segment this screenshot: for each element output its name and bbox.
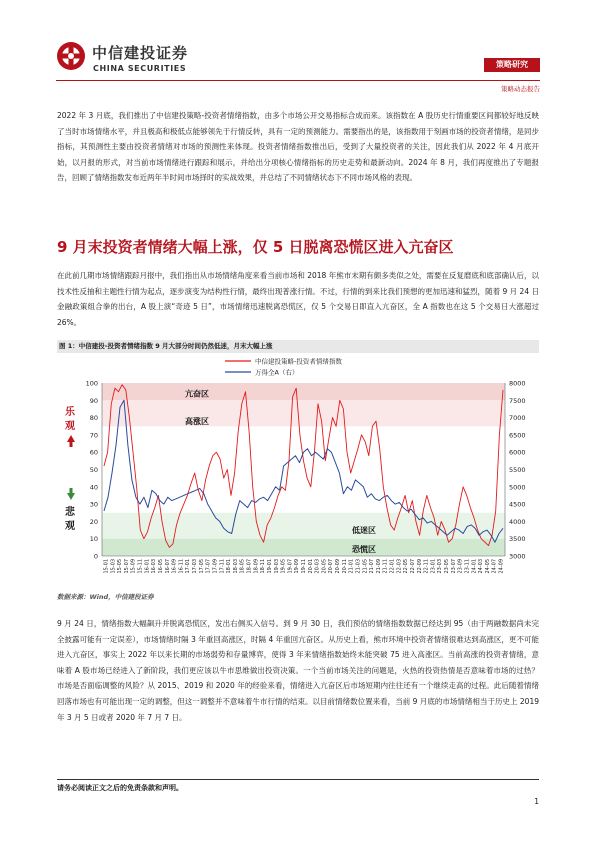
x-tick-label: 15-05 [117,559,124,574]
report-category-tag: 策略研究 [484,58,540,72]
x-tick-label: 18-09 [253,559,260,574]
x-tick-label: 19-07 [287,559,294,574]
company-logo [56,40,192,80]
x-tick-label: 22-05 [403,559,410,574]
figure-caption: 图 1：中信建投-投资者情绪指数 9 月大部分时间仍然低迷，月末大幅上涨 [57,340,539,353]
zone-band [102,539,505,556]
x-tick-label: 24-07 [491,559,498,574]
x-tick-label: 16-09 [171,559,178,574]
x-tick-label: 21-07 [369,559,376,574]
x-tick-label: 24-03 [478,559,485,574]
right-tick-label: 5000 [509,483,526,492]
x-tick-label: 24-09 [498,559,505,574]
x-tick-label: 22-01 [389,559,396,574]
logo-chinese-name: 中信建投证券 [92,44,189,62]
right-tick-label: 8000 [509,379,526,388]
x-tick-label: 20-07 [328,559,335,574]
down-arrow-icon [67,488,75,500]
left-tick-label: 40 [89,483,98,492]
x-tick-label: 15-01 [103,559,110,574]
x-tick-label: 19-03 [273,559,280,574]
x-tick-label: 15-09 [130,559,137,574]
x-tick-label: 19-05 [280,559,287,574]
disclaimer-note: 请务必阅读正文之后的免责条款和声明。 [57,784,183,792]
right-tick-label: 7000 [509,414,526,423]
x-tick-label: 23-03 [437,559,444,574]
left-tick-label: 80 [89,414,98,423]
report-header [56,40,540,92]
x-tick-label: 17-03 [192,559,199,574]
x-tick-label: 18-05 [239,559,246,574]
x-tick-label: 18-01 [226,559,233,574]
legend-label: 万得全A（右） [255,368,299,377]
x-tick-label: 23-07 [450,559,457,574]
x-tick-label: 21-09 [375,559,382,574]
citic-logo-icon [56,41,86,71]
chart-canvas [57,353,539,585]
zone-label-panic: 恐慌区 [352,545,376,555]
x-tick-label: 20-05 [321,559,328,574]
up-arrow-icon [67,435,75,447]
footer-divider [57,779,539,780]
x-tick-label: 18-11 [260,559,267,574]
x-tick-label: 20-01 [307,559,314,574]
right-tick-label: 4500 [509,500,526,509]
bull-label-char: 观 [65,421,75,432]
x-tick-label: 21-01 [348,559,355,574]
x-tick-label: 16-07 [164,559,171,574]
x-tick-label: 21-05 [362,559,369,574]
right-tick-label: 4000 [509,517,526,526]
x-tick-label: 17-09 [212,559,219,574]
left-tick-label: 50 [89,466,98,474]
x-tick-label: 22-11 [423,559,430,574]
x-tick-label: 17-01 [185,559,192,574]
zone-label-excited: 亢奋区 [185,389,209,399]
x-tick-label: 21-11 [382,559,389,574]
left-tick-label: 90 [89,396,98,405]
x-tick-label: 17-11 [219,559,226,574]
left-tick-label: 0 [93,552,98,561]
x-tick-label: 23-05 [444,559,451,574]
bull-label-char: 乐 [65,407,75,418]
x-tick-label: 18-03 [232,559,239,574]
right-tick-label: 6000 [509,448,526,457]
bear-label-char: 观 [65,521,75,532]
legend-label: 中信建投策略-投资者情绪指数 [255,357,342,366]
x-tick-label: 16-11 [178,559,185,574]
x-tick-label: 19-01 [266,559,273,574]
right-tick-label: 5500 [509,466,526,474]
sentiment-index-chart [57,353,539,585]
logo-english-name: CHINA SECURITIES [93,64,187,73]
zone-band [102,383,505,400]
left-tick-label: 70 [89,431,98,440]
x-tick-label: 24-01 [471,559,478,574]
x-tick-label: 23-09 [457,559,464,574]
left-tick-label: 30 [89,500,98,509]
x-tick-label: 22-09 [416,559,423,574]
zone-band [102,400,505,426]
section-heading: 9 月末投资者情绪大幅上涨，仅 5 日脱离恐慌区进入亢奋区 [57,238,454,256]
left-tick-label: 10 [89,535,98,544]
x-tick-label: 22-07 [409,559,416,574]
report-type-subtitle: 策略动态报告 [501,85,540,93]
left-tick-label: 100 [85,379,98,388]
market-review-paragraph: 在此前几期市场情绪跟踪月报中，我们指出从市场情绪角度来看当前市场和 2018 年熊市末期有颇多类似之处，需要在反复磨底和底部确认后，以技术性反抽和主题性行情为起点，逐步演变为结构性行情，最终出现普涨行情。不过，行情的到来比我们预想的更加迅速和猛烈，随着 9 月 24 日金融政策组合拳的出台，A 股上演“奇迹 5 日”，市场情绪迅速脱离恐慌区，仅 5 个交易日即直入亢奋区，全 A 指数也在这 5 个交易日大涨超过 26%。 [57,271,539,327]
data-source-note: 数据来源：Wind，中信建投证券 [57,593,154,601]
x-tick-label: 22-03 [396,559,403,574]
x-tick-label: 23-01 [430,559,437,574]
header-divider [56,80,540,81]
intro-paragraph: 2022 年 3 月底，我们推出了中信建投策略-投资者情绪指数，由多个市场公开交易指标合成而来。该指数在 A 股历史行情重要区间都较好地反映了当时市场情绪水平，并且极高和极低点能够领先于行情反转，具有一定的预测能力。需要指出的是，该指数用于刻画市场的投资者情绪，是同步指标，其预测性主要由投资者情绪对市场的预测性来体现。投资者情绪指数推出后，受到了大量投资者的关注，因此我们从 2022 年 4 月底开始，以月报的形式，对当前市场情绪进行跟踪和展示，并给出分项核心情绪指标的历史走势和最新动向。2024 年 8 月，我们再度推出了专题报告，回顾了情绪指数发布近两年半时间市场择时的实战效果，并总结了不同情绪状态下不同市场风格的表现。 [57,111,539,183]
right-tick-label: 3500 [509,535,526,544]
x-tick-label: 16-01 [144,559,151,574]
x-tick-label: 20-09 [335,559,342,574]
x-tick-label: 17-07 [205,559,212,574]
zone-label-elevated: 高涨区 [185,417,209,427]
x-tick-label: 20-03 [314,559,321,574]
x-tick-label: 15-07 [123,559,130,574]
page-number: 1 [534,797,539,806]
x-tick-label: 23-11 [464,559,471,574]
right-tick-label: 3000 [509,552,526,561]
bear-label-char: 悲 [65,507,75,518]
zone-label-depressed: 低迷区 [352,526,376,536]
x-tick-label: 15-11 [137,559,144,574]
x-tick-label: 19-11 [301,559,307,574]
analysis-paragraph: 9 月 24 日，情绪指数大幅飙升并脱离恐慌区，发出右侧买入信号。到 9 月 30 日，我们预估的情绪指数数据已经达到 95（由于两融数据尚未完全披露可能有一定误差），市场情绪时隔 3 年重回高涨区，时隔 4 年重回亢奋区。从历史上看，熊市环境中投资者情绪很难达到高涨区，更不可能进入亢奋区，事实上 2022 年以来长期的市场弱势和存量博弈，使得 3 年来情绪指数始终未能突破 75 进入高涨区。当前高涨的投资者情绪，意味着 A 股市场已经进入了新阶段，我们更应该以牛市思维做出投资决策。一个当前市场关注的问题是，火热的投资热情是否意味着市场的过热？市场是否面临调整的风险？从 2015、2019 和 2020 年的经验来看，情绪进入亢奋区后市场短期内往往还有一个继续走高的过程。此后随着情绪回落市场也有可能出现一定的调整，但这一调整并不意味着牛市行情的结束。以目前情绪数位置来看，当前 9 月底的市场情绪相当于历史上 2019 年 3 月 5 日或者 2020 年 7 月 7 日。 [57,619,539,722]
right-tick-label: 7500 [509,396,526,405]
x-tick-label: 24-05 [484,559,491,574]
x-tick-label: 15-03 [110,559,117,574]
x-tick-label: 16-05 [157,559,164,574]
x-tick-label: 20-11 [341,559,348,574]
left-tick-label: 60 [89,448,98,457]
x-tick-label: 21-03 [355,559,362,574]
right-tick-label: 6500 [509,431,526,440]
x-tick-label: 19-09 [294,559,301,574]
x-tick-label: 17-05 [198,559,205,574]
left-tick-label: 20 [89,517,98,526]
x-tick-label: 16-03 [151,559,158,574]
x-tick-label: 18-07 [246,559,253,574]
